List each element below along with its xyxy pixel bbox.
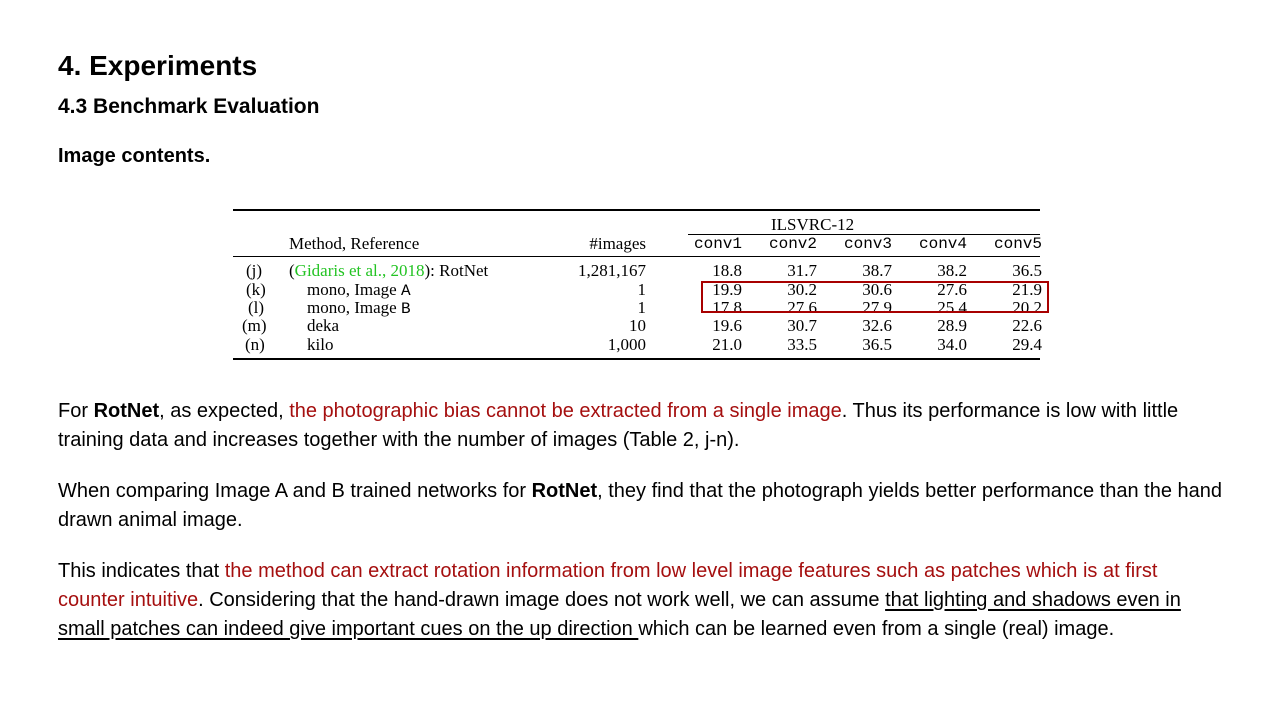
row-value: 22.6 — [1012, 316, 1042, 335]
highlighted-text: the photographic bias cannot be extracted from a single image — [289, 400, 842, 422]
row-value: 36.5 — [1012, 261, 1042, 280]
header-conv1: conv1 — [693, 235, 742, 253]
row-value: 19.6 — [712, 316, 742, 335]
paragraph-3: This indicates that the method can extract rotation information from low level image features such as patches which is at first counter intuitive. Considering that the hand-drawn image does not work well, we can assume that lighting and shadows even in small patches can indeed give important cues on the up direction which can be learned even from a single (real) image. — [58, 560, 1181, 640]
table-top-rule — [233, 209, 1040, 211]
row-value: 21.0 — [712, 335, 742, 354]
row-value: 17.8 — [712, 298, 742, 317]
row-id: (n) — [245, 335, 265, 354]
row-value: 30.6 — [862, 280, 892, 299]
group-header: ILSVRC-12 — [771, 215, 855, 234]
paragraph-2: When comparing Image A and B trained networks for RotNet, they find that the photograph yields better performance than the hand drawn animal image. — [58, 480, 1223, 531]
row-value: 28.9 — [937, 316, 967, 335]
header-conv5: conv5 — [993, 235, 1042, 253]
section-title: 4. Experiments — [58, 50, 258, 81]
row-method: deka — [307, 316, 340, 335]
row-value: 27.9 — [862, 298, 892, 317]
row-value: 30.7 — [787, 316, 817, 335]
row-value: 34.0 — [937, 335, 967, 354]
row-images: 1,281,167 — [578, 261, 646, 280]
table-bottom-rule — [233, 358, 1040, 360]
row-value: 38.7 — [862, 261, 892, 280]
header-rule — [233, 256, 1040, 257]
row-value: 29.4 — [1012, 335, 1042, 354]
row-value: 33.5 — [787, 335, 817, 354]
row-images: 1 — [637, 298, 646, 317]
row-images: 1,000 — [607, 335, 646, 354]
paragraph-heading: Image contents. — [58, 145, 211, 167]
row-id: (j) — [246, 261, 263, 280]
row-value: 27.6 — [937, 280, 967, 299]
header-conv4: conv4 — [918, 235, 967, 253]
row-id: (l) — [248, 298, 265, 317]
row-id: (k) — [246, 280, 266, 299]
row-value: 21.9 — [1012, 280, 1042, 299]
subsection-title: 4.3 Benchmark Evaluation — [58, 95, 320, 118]
row-value: 19.9 — [712, 280, 742, 299]
row-value: 32.6 — [862, 316, 892, 335]
paragraph-1: For RotNet, as expected, the photographic bias cannot be extracted from a single image. Thus its performance is low with little training data and increases together with the number of images (Table 2, j-n). — [58, 400, 1179, 451]
row-value: 25.4 — [937, 298, 967, 317]
row-value: 27.6 — [787, 298, 817, 317]
row-value: 38.2 — [937, 261, 967, 280]
highlighted-text: the method can extract rotation information from low level image features such as patches which is at first counter intuitive — [58, 560, 1158, 611]
row-images: 10 — [629, 316, 646, 335]
highlight-box — [701, 281, 1049, 313]
row-value: 20.2 — [1012, 298, 1042, 317]
row-method: mono, Image B — [307, 298, 411, 318]
row-value: 30.2 — [787, 280, 817, 299]
header-images: #images — [589, 234, 646, 253]
header-conv3: conv3 — [843, 235, 892, 253]
row-value: 18.8 — [712, 261, 742, 280]
row-method: mono, Image A — [307, 280, 411, 300]
row-method: (Gidaris et al., 2018): RotNet — [289, 261, 489, 280]
citation-link[interactable]: Gidaris et al., 2018 — [294, 261, 425, 280]
row-id: (m) — [242, 316, 267, 335]
row-method: kilo — [307, 335, 334, 354]
header-conv2: conv2 — [768, 235, 817, 253]
row-images: 1 — [637, 280, 646, 299]
row-value: 36.5 — [862, 335, 892, 354]
underlined-text: that lighting and shadows even in small patches can indeed give important cues on the up direction — [58, 589, 1181, 640]
header-method: Method, Reference — [289, 234, 420, 253]
row-value: 31.7 — [787, 261, 817, 280]
